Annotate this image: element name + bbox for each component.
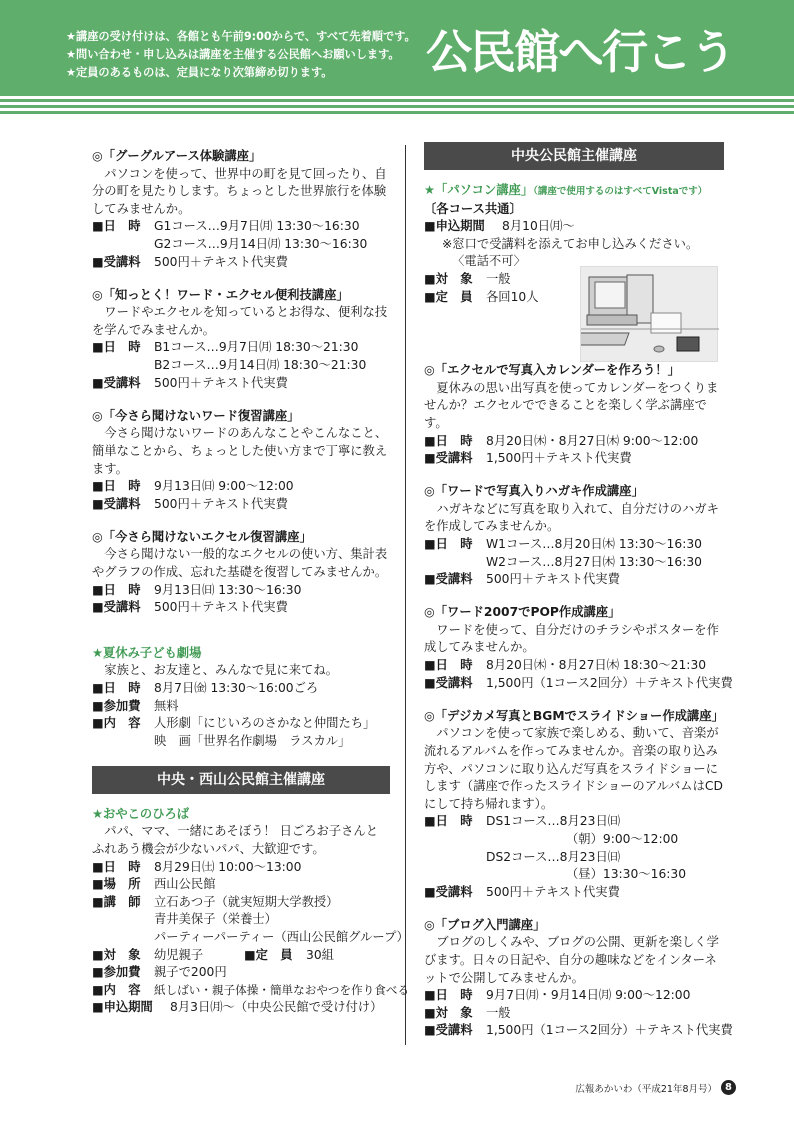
- date-value: 9月7日㈪・9月14日㈪ 9:00～12:00: [486, 988, 691, 1003]
- date-label: ■日 時: [424, 658, 473, 673]
- page-title: 公民館へ行こう: [426, 25, 734, 79]
- course-title: ◎「今さら聞けないエクセル復習講座」: [92, 529, 312, 544]
- course-title: ◎「デジカメ写真とBGMでスライドショー作成講座」: [424, 708, 724, 723]
- date-value: W2コース…8月27日㈭ 13:30～16:30: [486, 554, 702, 569]
- apply-value: 8月10日㈪～: [502, 219, 575, 234]
- fee-label: ■参加費: [92, 698, 141, 713]
- target-value: 一般: [486, 1005, 511, 1020]
- date-value: B2コース…9月14日㈪ 18:30～21:30: [154, 358, 367, 373]
- fee-value: 500円＋テキスト代実費: [154, 254, 288, 269]
- course-excel-calendar: [424, 362, 724, 468]
- date-label: ■日 時: [424, 814, 473, 829]
- date-label: ■日 時: [92, 219, 141, 234]
- capacity-value: 30組: [306, 947, 334, 962]
- course-desc: 夏休みの思い出写真を使ってカレンダーをつくりませんか？エクセルでできることを楽しく学ぶ講座です。: [424, 380, 719, 430]
- course-title: ◎「今さら聞けないワード復習講座」: [92, 408, 300, 423]
- course-title: ◎「ワードで写真入りハガキ作成講座」: [424, 484, 644, 499]
- content-value: 紙しばい・親子体操・簡単なおやつを作り食べる: [154, 982, 410, 997]
- target-label: ■対 象: [424, 271, 473, 286]
- content-value: 人形劇「にじいろのさかなと仲間たち」: [154, 716, 376, 731]
- fee-value: 親子で200円: [154, 965, 227, 980]
- course-slideshow: [424, 708, 724, 902]
- date-value: （朝）9:00～12:00: [566, 831, 679, 846]
- common-heading: 〔各コース共通〕: [424, 201, 522, 216]
- course-desc: 今さら聞けない一般的なエクセルの使い方、集計表やグラフの作成、忘れた基礎を復習してみませんか。: [92, 547, 388, 579]
- fee-value: 1,500円（1コース2回分）＋テキスト代実費: [486, 675, 733, 690]
- course-word-review: [92, 408, 390, 514]
- date-label: ■日 時: [92, 479, 141, 494]
- course-desc: ブログのしくみや、ブログの公開、更新を楽しく学びます。日々の日記や、自分の趣味などをインターネットで公開してみませんか。: [424, 935, 719, 985]
- content-label: ■内 容: [92, 716, 141, 731]
- course-desc: パソコンを使って、世界中の町を見て回ったり、自分の町を見たりします。ちょっとした世界旅行を体験してみませんか。: [92, 166, 387, 216]
- course-desc: ハガキなどに写真を取り入れて、自分だけのハガキを作成してみませんか。: [424, 501, 719, 534]
- fee-value: 500円＋テキスト代実費: [154, 600, 288, 615]
- date-value: 9月13日㈰ 9:00～12:00: [154, 479, 294, 494]
- place-value: 西山公民館: [154, 877, 216, 892]
- course-desc: ワードやエクセルを知っているとお得な、便利な技を学んでみませんか。: [92, 305, 388, 337]
- capacity-label: ■定 員: [244, 947, 293, 962]
- header-notes: [66, 28, 416, 82]
- fee-value: 500円＋テキスト代実費: [486, 572, 620, 587]
- lecturer-value: 立石あつ子（就実短期大学教授）: [154, 894, 339, 909]
- date-value: DS2コース…8月23日㈰: [486, 849, 621, 864]
- date-value: G1コース…9月7日㈪ 13:30～16:30: [154, 219, 360, 234]
- course-word-pop: [424, 604, 733, 692]
- header-stripe: [0, 105, 794, 108]
- date-value: （昼）13:30～16:30: [566, 867, 687, 882]
- date-value: 9月13日㈰ 13:30～16:30: [154, 582, 302, 597]
- fee-value: 無料: [154, 698, 179, 713]
- header-stripe: [0, 99, 794, 102]
- apply-value: 8月3日㈪～（中央公民館で受け付け）: [170, 1000, 383, 1015]
- date-label: ■日 時: [424, 988, 473, 1003]
- fee-label: ■受講料: [92, 375, 141, 390]
- page-header: [0, 0, 794, 96]
- date-value: 8月20日㈭・8月27日㈭ 9:00～12:00: [486, 433, 699, 448]
- section-bar-chuo-nishiyama: 中央・西山公民館主催講座: [92, 766, 390, 794]
- fee-value: 1,500円＋テキスト代実費: [486, 451, 632, 466]
- course-title: ◎「知っとく！ワード・エクセル便利技講座」: [92, 287, 349, 302]
- section-bar-chuo: 中央公民館主催講座: [424, 142, 724, 170]
- lecturer-value: 青井美保子（栄養士）: [154, 912, 277, 927]
- header-note: ★講座の受け付けは、各館とも午前9:00からで、すべて先着順です。: [66, 30, 416, 43]
- date-label: ■日 時: [424, 433, 473, 448]
- publication-name: 広報あかいわ（平成21年8月号）: [575, 1083, 717, 1095]
- computer-icon: [581, 267, 719, 363]
- date-value: 8月20日㈭・8月27日㈭ 18:30～21:30: [486, 658, 707, 673]
- lecturer-value: パーティーパーティー（西山公民館グループ）: [154, 929, 409, 944]
- computer-illustration: [580, 266, 718, 362]
- date-label: ■日 時: [424, 537, 473, 551]
- course-title: ◎「エクセルで写真入カレンダーを作ろう！」: [424, 363, 680, 378]
- course-blog: [424, 917, 733, 1040]
- fee-label: ■受講料: [424, 451, 473, 466]
- event-oyako-hiroba: [92, 806, 410, 1017]
- header-note: ★定員のあるものは、定員になり次第締め切ります。: [66, 66, 333, 79]
- target-label: ■対 象: [424, 1005, 473, 1020]
- fee-value: 500円＋テキスト代実費: [486, 884, 620, 899]
- date-value: G2コース…9月14日㈪ 13:30～16:30: [154, 236, 368, 251]
- target-value: 一般: [486, 271, 511, 286]
- event-title: ★おやこのひろば: [92, 806, 190, 821]
- date-value: DS1コース…8月23日㈰: [486, 814, 621, 829]
- event-desc: パパ、ママ、一緒にあそぼう！ 日ごろお子さんとふれあう機会が少ないパパ、大歓迎です。: [92, 824, 378, 856]
- event-title: ★夏休み子ども劇場: [92, 645, 202, 660]
- column-divider: [405, 145, 406, 1045]
- page-footer: [575, 1080, 736, 1095]
- capacity-label: ■定 員: [424, 289, 473, 304]
- header-note: ★問い合わせ・申し込みは講座を主催する公民館へお願いします。: [66, 48, 400, 61]
- course-desc: パソコンを使って家族で楽しめる、動いて、音楽が流れるアルバムを作ってみませんか。音楽の取り込み方や、パソコンに取り込んだ写真をスライドショーにします（講座で作ったスライドショーのアルバムはCDにして持ち帰れます）。: [424, 726, 723, 811]
- target-label: ■対 象: [92, 947, 141, 962]
- left-column: [92, 148, 410, 1032]
- course-excel-review: [92, 529, 390, 617]
- fee-label: ■受講料: [92, 600, 141, 615]
- target-value: 幼児親子: [154, 947, 204, 962]
- pc-course-title: ★「パソコン講座」: [424, 183, 534, 197]
- fee-label: ■受講料: [424, 884, 473, 899]
- lecturer-label: ■講 師: [92, 894, 141, 909]
- fee-label: ■受講料: [92, 496, 141, 511]
- date-value: W1コース…8月20日㈭ 13:30～16:30: [486, 537, 702, 551]
- fee-label: ■受講料: [424, 675, 473, 690]
- fee-label: ■参加費: [92, 965, 141, 980]
- fee-value: 500円＋テキスト代実費: [154, 496, 288, 511]
- fee-label: ■受講料: [424, 572, 473, 587]
- date-value: B1コース…9月7日㈪ 18:30～21:30: [154, 340, 359, 355]
- course-word-postcard: [424, 483, 724, 589]
- date-label: ■日 時: [92, 340, 141, 355]
- fee-value: 500円＋テキスト代実費: [154, 375, 288, 390]
- fee-label: ■受講料: [92, 254, 141, 269]
- header-stripe: [0, 111, 794, 114]
- course-word-excel-tips: [92, 287, 390, 393]
- date-label: ■日 時: [92, 680, 141, 695]
- content-value: 映 画「世界名作劇場 ラスカル」: [154, 733, 351, 748]
- date-label: ■日 時: [92, 859, 141, 874]
- capacity-value: 各回10人: [486, 289, 539, 304]
- date-value: 8月7日㈮ 13:30～16:00ごろ: [154, 680, 319, 695]
- event-summer-theater: [92, 645, 390, 751]
- course-desc: 今さら聞けないワードのあんなことやこんなこと、簡単なことから、ちょっとした使い方まで丁寧に教えます。: [92, 426, 388, 476]
- apply-note: ※窓口で受講料を添えてお申し込みください。: [442, 236, 699, 251]
- event-desc: 家族と、お友達と、みんなで見に来てね。: [104, 663, 338, 678]
- apply-label: ■申込期間: [92, 1000, 153, 1015]
- apply-label: ■申込期間: [424, 219, 485, 234]
- place-label: ■場 所: [92, 877, 141, 892]
- date-value: 8月29日㈯ 10:00～13:00: [154, 859, 302, 874]
- apply-note: 〈電話不可〉: [452, 254, 526, 269]
- fee-label: ■受講料: [424, 1023, 473, 1038]
- course-title: ◎「グーグルアース体験講座」: [92, 149, 262, 163]
- pc-course-note: （講座で使用するのはすべてVistaです）: [533, 186, 708, 197]
- course-desc: ワードを使って、自分だけのチラシやポスターを作成してみませんか。: [424, 622, 719, 655]
- page-number: 8: [721, 1080, 736, 1095]
- date-label: ■日 時: [92, 582, 141, 597]
- course-title: ◎「ワード2007でPOP作成講座」: [424, 605, 621, 620]
- course-google-earth: [92, 148, 390, 271]
- fee-value: 1,500円（1コース2回分）＋テキスト代実費: [486, 1023, 733, 1038]
- content-label: ■内 容: [92, 982, 141, 997]
- course-title: ◎「ブログ入門講座」: [424, 917, 546, 932]
